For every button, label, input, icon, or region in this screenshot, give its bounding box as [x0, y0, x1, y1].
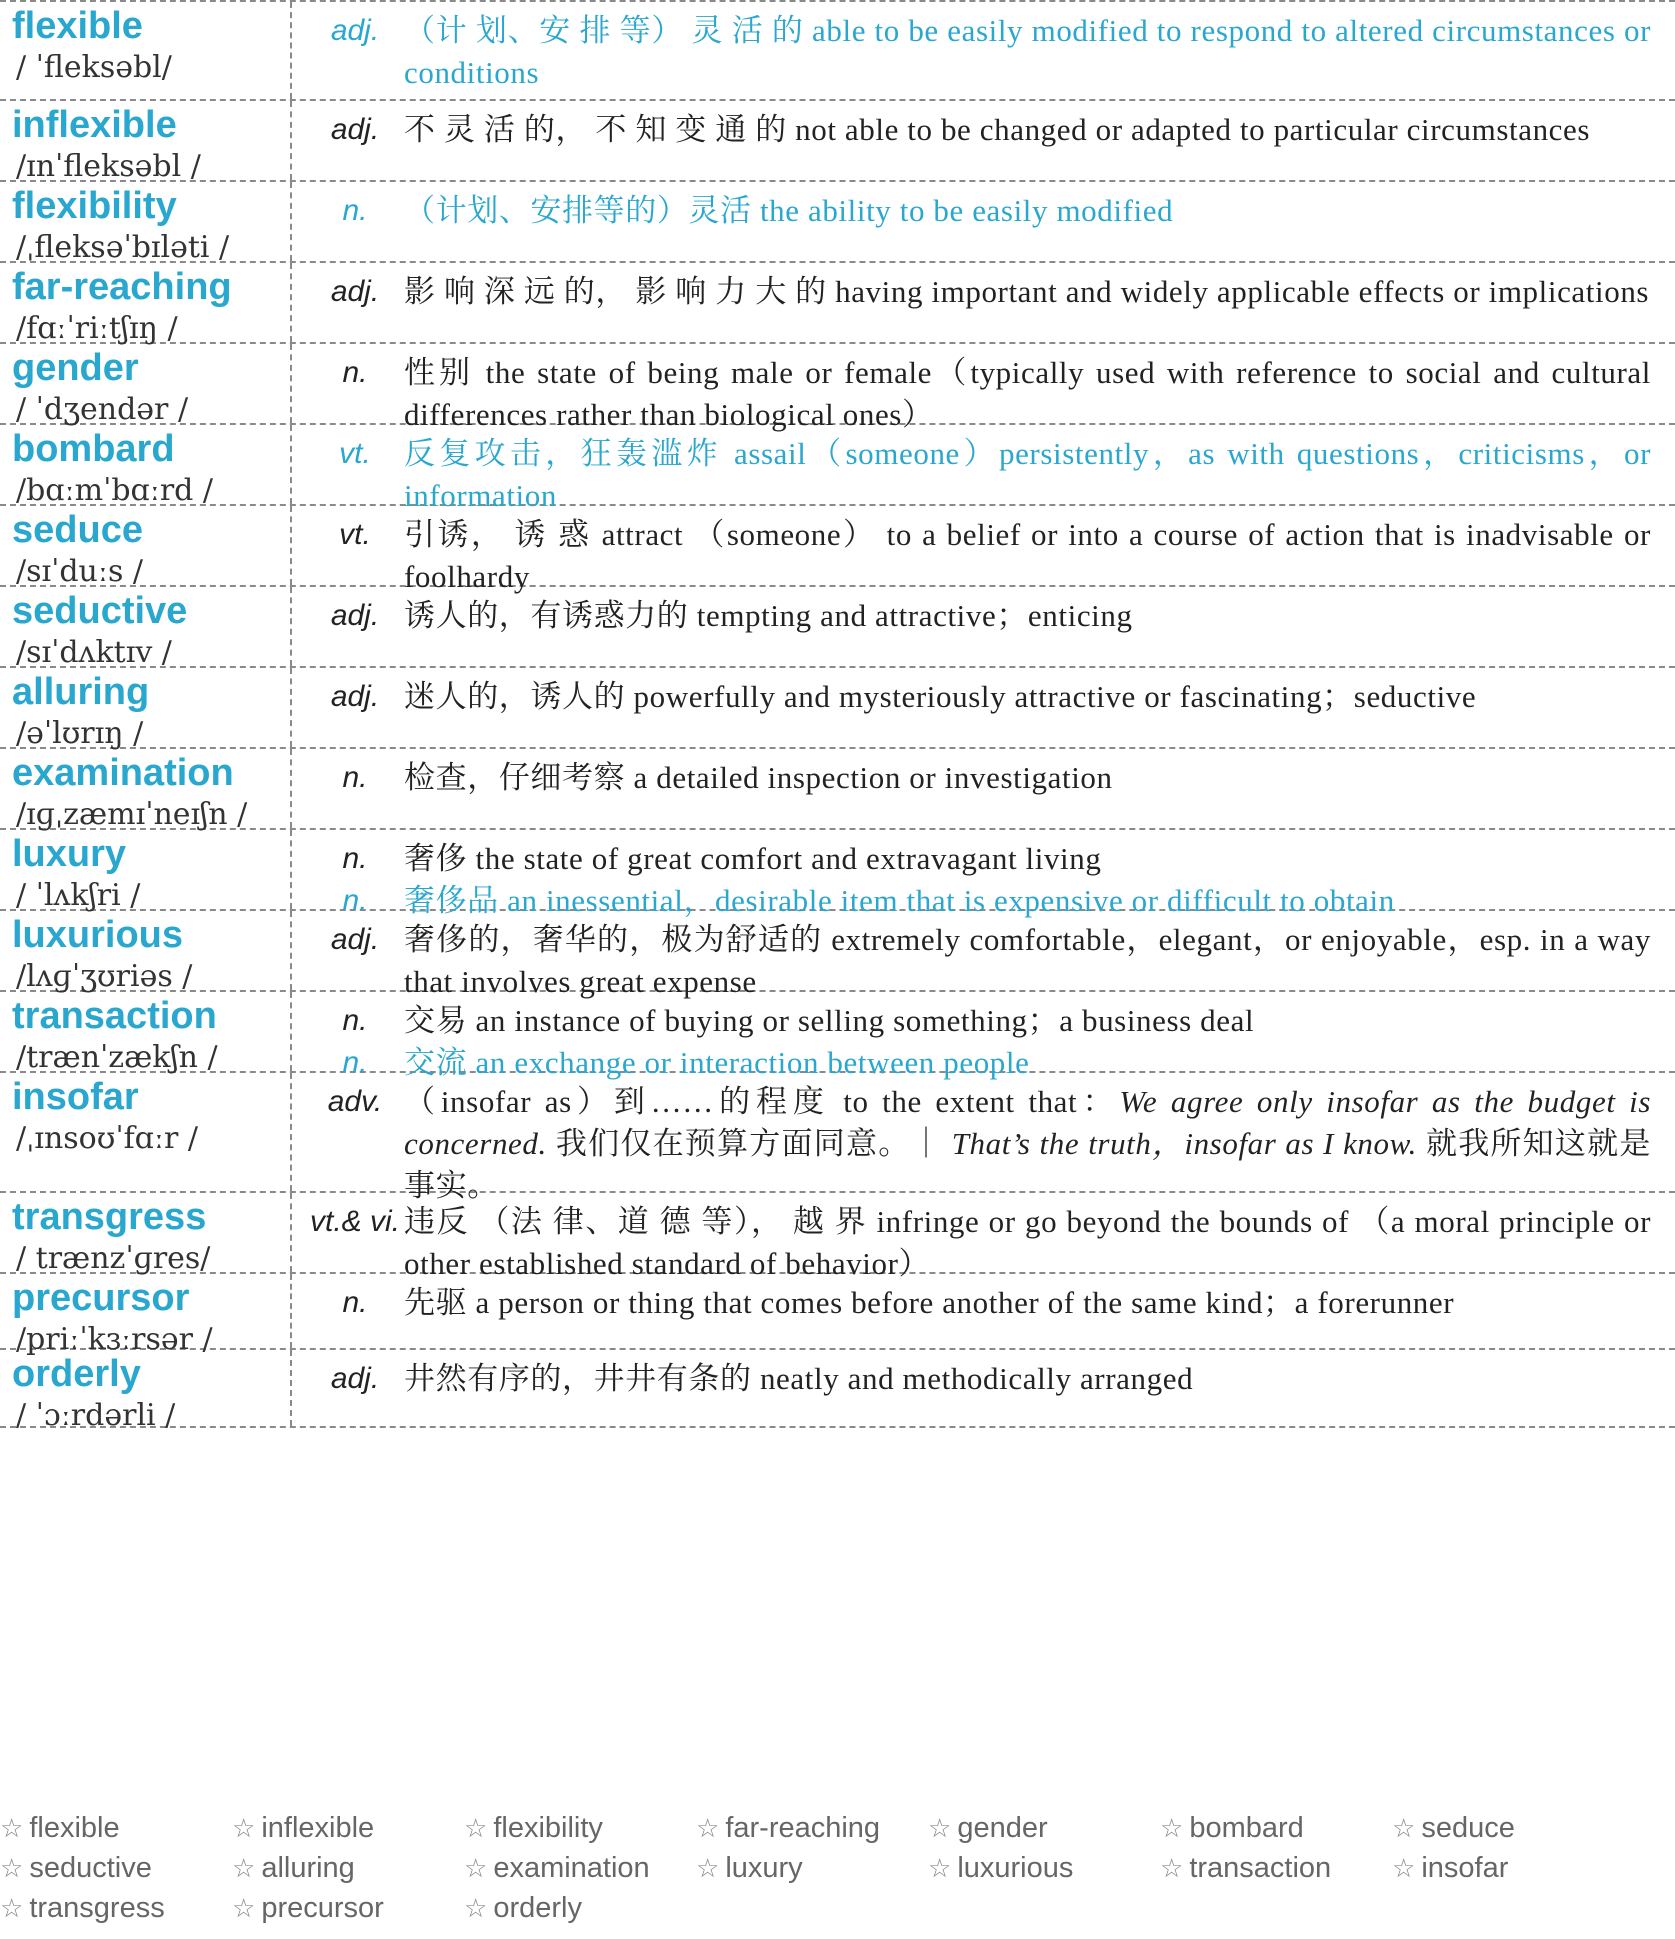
definition-text: 我们仅在预算方面同意。｜: [546, 1126, 952, 1161]
phonetic: /lʌɡˈʒʊriəs /: [16, 959, 193, 994]
review-line: [0, 1848, 1675, 1888]
review-item: [464, 1848, 696, 1888]
sense: [306, 676, 1651, 718]
review-item: [696, 1808, 928, 1848]
definition-cell: [292, 587, 1675, 666]
part-of-speech: adj.: [330, 14, 380, 47]
star-icon: ☆: [696, 1853, 720, 1883]
headword-cell: [0, 182, 292, 265]
sense: [306, 352, 1651, 436]
entry-row: [0, 101, 1675, 182]
phonetic: /ɪnˈfleksəbl /: [16, 149, 201, 184]
headword: luxurious: [12, 914, 184, 956]
part-of-speech: n.: [342, 761, 368, 794]
star-icon: ☆: [928, 1813, 952, 1843]
review-word: gender: [957, 1812, 1048, 1844]
phonetic: /sɪˈduːs /: [16, 554, 144, 589]
sense: [306, 1081, 1651, 1207]
review-word-list: [0, 1808, 1675, 1928]
star-icon: ☆: [232, 1853, 256, 1883]
entry-row: [0, 1073, 1675, 1203]
part-of-speech: adv.: [327, 1085, 383, 1118]
definition-text: 就我所知这就是事实。: [404, 1126, 1651, 1203]
part-of-speech: n.: [342, 884, 368, 917]
phonetic: / ˈdʒendər /: [16, 392, 189, 427]
phonetic: /priːˈkɜːrsər /: [16, 1322, 213, 1357]
headword-cell: [0, 587, 292, 670]
entry-row: [0, 830, 1675, 918]
headword-cell: [0, 911, 292, 994]
part-of-speech: n.: [342, 1286, 368, 1319]
star-icon: ☆: [0, 1853, 24, 1883]
entry-row: [0, 182, 1675, 263]
star-icon: ☆: [464, 1853, 488, 1883]
sense: [306, 10, 1651, 94]
review-word: flexible: [29, 1812, 120, 1844]
definition: 奢侈的，奢华的，极为舒适的 extremely comfortable，elegant，or enjoyable，esp. in a way that involves great expense: [404, 922, 1651, 999]
entry-row: [0, 1193, 1675, 1281]
sense: [306, 109, 1651, 151]
headword-cell: [0, 1193, 292, 1276]
definition: 井然有序的，井井有条的 neatly and methodically arranged: [404, 1361, 1194, 1396]
definition-cell: [292, 1350, 1675, 1426]
sense: [306, 595, 1651, 637]
definition: 奢侈品 an inessential，desirable item that is expensive or difficult to obtain: [404, 883, 1395, 918]
phonetic: /fɑːˈriːtʃɪŋ /: [16, 311, 178, 346]
definition: [404, 1081, 1651, 1207]
headword: alluring: [12, 671, 150, 713]
headword: seduce: [12, 509, 143, 551]
entry-row: [0, 0, 1675, 101]
example-sentence: That’s the truth，insofar as I know.: [951, 1126, 1417, 1161]
entry-row: [0, 749, 1675, 830]
headword-cell: [0, 263, 292, 346]
definition: 交流 an exchange or interaction between people: [404, 1045, 1030, 1080]
entry-row: [0, 506, 1675, 594]
review-word: luxurious: [957, 1852, 1074, 1884]
review-item: [232, 1848, 464, 1888]
review-item: [1160, 1848, 1392, 1888]
part-of-speech: adj.: [330, 1362, 380, 1395]
review-item: [0, 1848, 232, 1888]
star-icon: ☆: [464, 1893, 488, 1923]
star-icon: ☆: [0, 1893, 24, 1923]
definition-cell: [292, 425, 1675, 513]
review-item: [696, 1848, 928, 1888]
headword: inflexible: [12, 104, 177, 146]
review-word: flexibility: [493, 1812, 603, 1844]
part-of-speech: n.: [342, 1004, 368, 1037]
star-icon: ☆: [232, 1893, 256, 1923]
review-item: [928, 1808, 1160, 1848]
star-icon: ☆: [1160, 1853, 1184, 1883]
phonetic: / trænzˈɡres/: [16, 1241, 211, 1276]
definition: 迷人的，诱人的 powerfully and mysteriously attractive or fascinating；seductive: [404, 679, 1477, 714]
definition-cell: [292, 911, 1675, 999]
sense: [306, 190, 1651, 232]
part-of-speech: adj.: [330, 923, 380, 956]
phonetic: /trænˈzækʃn /: [16, 1040, 218, 1075]
definition: 性别 the state of being male or female（typically used with reference to social and cultural differences rather than biological ones）: [404, 355, 1651, 432]
review-item: [464, 1808, 696, 1848]
definition: 交易 an instance of buying or selling something；a business deal: [404, 1003, 1255, 1038]
headword-cell: [0, 2, 292, 99]
part-of-speech: adj.: [330, 599, 380, 632]
entry-row: [0, 425, 1675, 513]
definition-cell: [292, 182, 1675, 261]
headword-cell: [0, 425, 292, 508]
definition: 诱人的，有诱惑力的 tempting and attractive；enticing: [404, 598, 1133, 633]
definition: 先驱 a person or thing that comes before another of the same kind；a forerunner: [404, 1285, 1455, 1320]
definition-cell: [292, 1274, 1675, 1348]
sense: [306, 919, 1651, 1003]
phonetic: /ˌfleksəˈbɪləti /: [16, 230, 230, 265]
headword-cell: [0, 344, 292, 427]
phonetic: /sɪˈdʌktɪv /: [16, 635, 172, 670]
review-word: bombard: [1189, 1812, 1304, 1844]
phonetic: /ˌɪnsoʊˈfɑːr /: [16, 1121, 198, 1156]
headword-cell: [0, 506, 292, 589]
review-word: alluring: [261, 1852, 355, 1884]
review-word: luxury: [725, 1852, 803, 1884]
definition-cell: [292, 1193, 1675, 1281]
sense: [306, 271, 1651, 313]
part-of-speech: vt.& vi.: [309, 1205, 400, 1238]
part-of-speech: adj.: [330, 680, 380, 713]
sense: [306, 514, 1651, 598]
review-item: [1160, 1808, 1392, 1848]
phonetic: / ˈɔːrdərli /: [16, 1398, 176, 1433]
entry-row: [0, 668, 1675, 749]
part-of-speech: vt.: [339, 437, 371, 470]
definition: 不 灵 活 的， 不 知 变 通 的 not able to be changed or adapted to particular circumstances: [404, 112, 1591, 147]
star-icon: ☆: [464, 1813, 488, 1843]
part-of-speech: n.: [342, 194, 368, 227]
sense: [306, 1282, 1651, 1324]
phonetic: /ɪɡˌzæmɪˈneɪʃn /: [16, 797, 248, 832]
definition: （计 划、安 排 等） 灵 活 的 able to be easily modified to respond to altered circumstances or conditions: [404, 13, 1651, 90]
review-item: [1392, 1848, 1624, 1888]
headword: examination: [12, 752, 234, 794]
review-item: [0, 1808, 232, 1848]
headword-cell: [0, 668, 292, 751]
sense: [306, 838, 1651, 880]
definition-cell: [292, 1073, 1675, 1203]
review-word: seduce: [1421, 1812, 1515, 1844]
definition-cell: [292, 668, 1675, 747]
star-icon: ☆: [696, 1813, 720, 1843]
entry-row: [0, 263, 1675, 344]
headword: transgress: [12, 1196, 207, 1238]
star-icon: ☆: [232, 1813, 256, 1843]
definition: 引诱， 诱 惑 attract （someone） to a belief or into a course of action that is inadvisable or foolhardy: [404, 517, 1651, 594]
entry-row: [0, 587, 1675, 668]
headword: flexibility: [12, 185, 177, 227]
review-word: examination: [493, 1852, 650, 1884]
definition-cell: [292, 263, 1675, 342]
headword: gender: [12, 347, 139, 389]
star-icon: ☆: [0, 1813, 24, 1843]
definition-cell: [292, 344, 1675, 432]
definition-cell: [292, 101, 1675, 180]
definition-cell: [292, 506, 1675, 594]
sense: [306, 1201, 1651, 1285]
review-item: [232, 1888, 464, 1928]
star-icon: ☆: [928, 1853, 952, 1883]
phonetic: / ˈlʌkʃri /: [16, 878, 141, 913]
definition: 反复攻击，狂轰滥炸 assail（someone）persistently，as with questions，criticisms，or information: [404, 436, 1651, 513]
headword: orderly: [12, 1353, 141, 1395]
sense: [306, 757, 1651, 799]
part-of-speech: n.: [342, 842, 368, 875]
star-icon: ☆: [1160, 1813, 1184, 1843]
example-sentence: We agree only insofar as the budget is concerned.: [404, 1084, 1652, 1161]
phonetic: /bɑːmˈbɑːrd /: [16, 473, 214, 508]
review-word: orderly: [493, 1892, 582, 1924]
headword: luxury: [12, 833, 127, 875]
definition-cell: [292, 830, 1675, 918]
definition: 影 响 深 远 的， 影 响 力 大 的 having important and widely applicable effects or implications: [404, 274, 1650, 309]
headword: precursor: [12, 1277, 190, 1319]
review-word: precursor: [261, 1892, 384, 1924]
star-icon: ☆: [1392, 1813, 1416, 1843]
sense: [306, 433, 1651, 517]
definition: 检查，仔细考察 a detailed inspection or investigation: [404, 760, 1113, 795]
headword: insofar: [12, 1076, 139, 1118]
entry-row: [0, 1350, 1675, 1433]
phonetic: / ˈfleksəbl/: [16, 50, 172, 85]
entry-row: [0, 992, 1675, 1080]
headword-cell: [0, 749, 292, 832]
review-word: inflexible: [261, 1812, 375, 1844]
headword: transaction: [12, 995, 217, 1037]
phonetic: /əˈlʊrɪŋ /: [16, 716, 144, 751]
headword: bombard: [12, 428, 175, 470]
sense: [306, 1000, 1651, 1042]
headword-cell: [0, 1073, 292, 1191]
definition: 违反 （法 律、道 德 等）， 越 界 infringe or go beyond the bounds of （a moral principle or other established standard of behavior）: [404, 1204, 1651, 1281]
headword-cell: [0, 1274, 292, 1357]
review-line: [0, 1888, 1675, 1928]
star-icon: ☆: [1392, 1853, 1416, 1883]
review-word: transaction: [1189, 1852, 1332, 1884]
review-word: insofar: [1421, 1852, 1509, 1884]
review-item: [232, 1808, 464, 1848]
definition-cell: [292, 992, 1675, 1080]
headword-cell: [0, 101, 292, 184]
definition-cell: [292, 2, 1675, 99]
headword-cell: [0, 1350, 292, 1433]
entry-row: [0, 1274, 1675, 1357]
headword: seductive: [12, 590, 188, 632]
definition: （计划、安排等的）灵活 the ability to be easily modified: [404, 193, 1174, 228]
headword-cell: [0, 992, 292, 1075]
definition-text: （insofar as）到……的程度 to the extent that：: [404, 1084, 1120, 1119]
review-word: transgress: [29, 1892, 165, 1924]
entry-row: [0, 911, 1675, 999]
headword: flexible: [12, 5, 143, 47]
part-of-speech: adj.: [330, 275, 380, 308]
entry-row: [0, 344, 1675, 432]
review-line: [0, 1808, 1675, 1848]
headword-cell: [0, 830, 292, 913]
sense: [306, 1358, 1651, 1400]
part-of-speech: n.: [342, 356, 368, 389]
review-item: [464, 1888, 696, 1928]
definition: 奢侈 the state of great comfort and extravagant living: [404, 841, 1102, 876]
review-item: [1392, 1808, 1624, 1848]
part-of-speech: vt.: [339, 518, 371, 551]
review-item: [928, 1848, 1160, 1888]
definition-cell: [292, 749, 1675, 828]
headword: far-reaching: [12, 266, 232, 308]
part-of-speech: adj.: [330, 113, 380, 146]
review-word: seductive: [29, 1852, 152, 1884]
part-of-speech: n.: [342, 1046, 368, 1079]
review-word: far-reaching: [725, 1812, 881, 1844]
review-item: [0, 1888, 232, 1928]
